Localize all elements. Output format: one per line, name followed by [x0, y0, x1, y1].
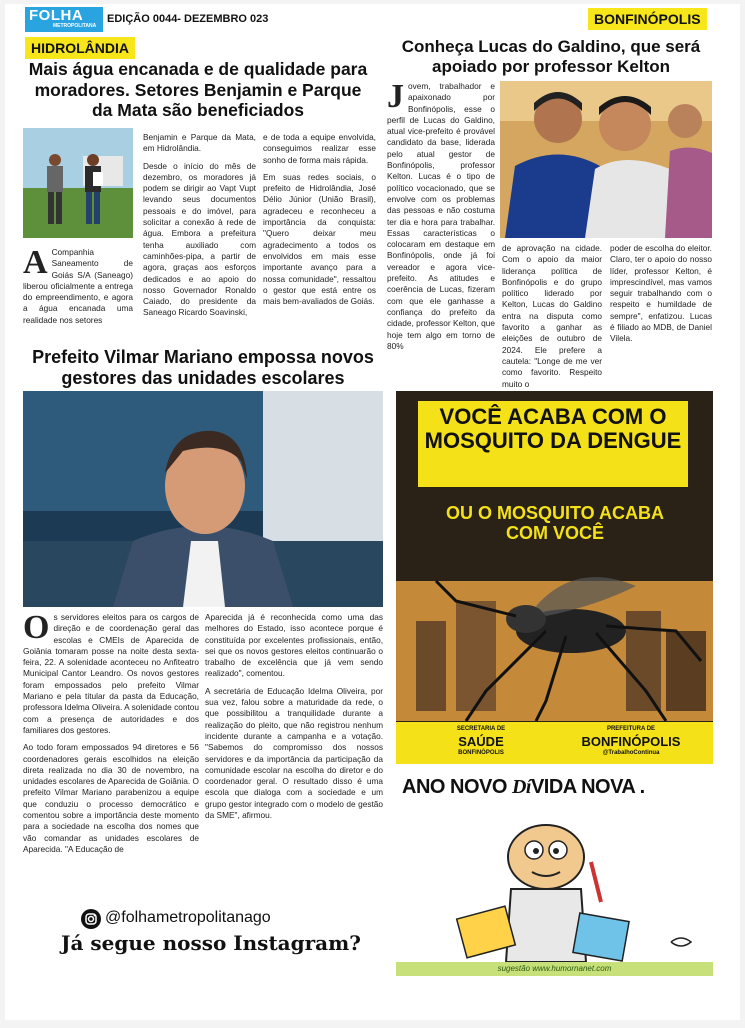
- cartoon-credit: sugestão www.humornanet.com: [396, 962, 713, 976]
- logo: [25, 7, 103, 32]
- footer-right-title: BONFINÓPOLIS: [581, 734, 681, 749]
- article3-col2-p2: A secretária de Educação Idelma Oliveira, por sua vez, falou sobre a maturidade da rede, o que possibilitou a tranquilidade durante a realização do pleito, que não registrou nenhum incidente durante a campanha e a votação. "Sabemos do compromisso dos nossos servidores e da importância da participação da comunidade escolar na escolha do diretor e do coordenador geral. O resultado disso é uma escola que dialoga com a sociedade e um grupo gestor integrado com o modelo de gestão da SME", afirmou.: [205, 685, 383, 821]
- newspaper-page: [5, 4, 740, 1020]
- section-tag-hidrolandia: HIDROLÂNDIA: [25, 37, 135, 59]
- section-tag-bonfinopolis: BONFINÓPOLIS: [588, 8, 707, 30]
- article1-col1: [23, 244, 133, 326]
- article3-col2-p1: Aparecida já é reconhecida como uma das melhores do Estado, isso acontece porque é constituída por excelentes profissionais, então, sei que os novos gestores eleitos continuarão o trabalho de excelência que já vem sendo realizado", comentou.: [205, 612, 383, 679]
- cartoon-title: [402, 776, 645, 799]
- logo-main: FOLHA: [29, 7, 84, 24]
- article3-col1-p2: Ao todo foram empossados 94 diretores e 56 coordenadores gerais escolhidos na eleição direta realizada no dia 30 de novembro, na unidades escolares de Aparecida de Goiânia. O prefeito Vilmar Mariano parabenizou a equipe que conduziu o processo democrático e comentou sobre a importância deste momento para a sociedade na escolha dos nomes que vão comandar as unidades escolares de Aparecida. "A Educação de: [23, 742, 199, 854]
- two-men-image: [500, 81, 712, 238]
- cartoon: [396, 770, 713, 976]
- cartoon-title-di: Dí: [511, 776, 531, 798]
- article1-col2: [143, 132, 256, 325]
- dengue-ad-headline1: VOCÊ ACABA COM O MOSQUITO DA DENGUE: [418, 401, 688, 487]
- instagram-icon: [81, 909, 101, 929]
- article1-col3-p1: e de toda a equipe envolvida, conseguimos realizar esse sonho de forma mais rápida.: [263, 132, 376, 165]
- article3-col1: [23, 609, 199, 861]
- mayor-portrait-image: [23, 391, 383, 607]
- article2-col1-text: ovem, trabalhador e apaixonado por Bonfinópolis, esse o perfil de Lucas do Galdino, atual vice-prefeito é provável candidato da base, liderada pelo atual gestor de Bonfinópolis, professor Kelton. Lucas é o tipo de político vocacionado, que se envolve com os problemas das pessoas e não costuma ter dia e hora para trabalhar. Essas características o colocaram em destaque em Bonfinópolis, onde já foi vereador e agora vice-prefeito. As atitudes e coerência de Lucas, fizeram com que ele ganhasse a confiança do prefeito da cidade, professor Kelton, que hoje tem algo em torno de 80%: [387, 81, 495, 351]
- instagram-handle[interactable]: @folhametropolitanago: [105, 909, 271, 926]
- article2-col2: de aprovação na cidade. Com o apoio da maior liderança política de Bonfinópolis e do grupo político liderado por Kelton, Lucas do Galdino entra na disputa como favorito a ganhar as eleições de outubro de 2024. Ele prefere a cautela: "Longe de me ver como favorito. Respeito muito o: [502, 243, 602, 389]
- footer-right-sub: @TrabalhoContinua: [602, 750, 660, 756]
- article1-col2-p2: Desde o início do mês de dezembro, os moradores já podem se dirigir ao Vapt Vupt levando seus documentos pessoais e do imóvel, para solicitar a conexão à rede de água. Embora a prefeitura tenha auxiliado com caminhões-pipa, a partir de agora, graças aos esforços dedicados e ao apoio do nosso Governador Ronaldo Caiado, do presidente da Saneago Ricardo Soavinski,: [143, 160, 256, 318]
- article3-headline: Prefeito Vilmar Mariano empossa novos gestores das unidades escolares: [32, 347, 374, 389]
- dengue-ad: [396, 391, 713, 764]
- footer-left-sub: BONFINÓPOLIS: [458, 750, 504, 756]
- article3-col2: [205, 612, 383, 827]
- instagram-question: Já segue nosso Instagram?: [61, 931, 361, 955]
- logo-sub: METROPOLITANA: [53, 23, 97, 29]
- article2-col1: [387, 78, 495, 352]
- cartoon-title-a: ANO NOVO: [402, 776, 507, 798]
- article2-dropcap: J: [387, 78, 404, 115]
- dengue-ad-headline2: OU O MOSQUITO ACABA COM VOCÊ: [445, 503, 664, 543]
- article3-col1-p1: s servidores eleitos para os cargos de direção e de coordenação geral das escolas e CMEIs de Aparecida de Goiânia tomaram posse na noite desta sexta-feira, 22. A solenidade aconteceu no Anfiteatro Municipal Cantor Leandro. Os novos gestores foram empossados pelo prefeito Vilmar Mariano e pela titular da pasta da Educação, professora Idelma Oliveira. A solenidade contou com a presença de autoridades e dos familiares dos gestores.: [23, 612, 199, 735]
- footer-right-top: PREFEITURA DE: [606, 726, 656, 732]
- article1-col2-p1: Benjamin e Parque da Mata, em Hidrolândia.: [143, 132, 256, 154]
- article1-lead: Companhia Saneamento de Goiás S/A (Saneago) liberou oficialmente a entrega do empreendimento, e agora a água encanada uma realidade nos setores: [23, 247, 133, 325]
- article3-dropcap: O: [23, 609, 50, 646]
- cartoon-title-b: VIDA NOVA .: [530, 776, 645, 798]
- footer-left-top: SECRETARIA DE: [456, 726, 506, 732]
- article1-col3-p2: Em suas redes sociais, o prefeito de Hidrolândia, José Délio Júnior (União Brasil), agradeceu e reconheceu a importância da conquista: "Quero deixar meu agradecimento a todos os envolvidos em mais esse importante avanço para a nossa comunidade", ressaltou o gestor que está entre os mais bem-avaliados de Goiás.: [263, 171, 376, 307]
- article2-col3: poder de escolha do eleitor. Claro, ter o apoio do nosso líder, professor Kelton, é imprescindível, mas vamos seguir trabalhando com o respeito e humildade de sempre", enfatizou. Lucas é filiado ao MDB, de Daniel Vilela.: [610, 243, 712, 344]
- edition-label: EDIÇÃO 0044- DEZEMBRO 023: [107, 13, 269, 25]
- article1-dropcap: A: [23, 244, 48, 281]
- article3-photo: [23, 391, 383, 607]
- article1-col3: [263, 132, 376, 313]
- footer-left-title: SAÚDE: [458, 734, 504, 749]
- outdoor-people-image: [23, 128, 133, 238]
- article1-photo: [23, 128, 133, 238]
- article2-headline: Conheça Lucas do Galdino, que será apoiado por professor Kelton: [401, 37, 701, 77]
- article1-headline: Mais água encanada e de qualidade para moradores. Setores Benjamin e Parque da Mata são beneficiados: [28, 59, 368, 121]
- dengue-ad-footer: [396, 722, 713, 764]
- cartoon-drawing: [396, 802, 713, 972]
- article2-photo: [500, 81, 712, 238]
